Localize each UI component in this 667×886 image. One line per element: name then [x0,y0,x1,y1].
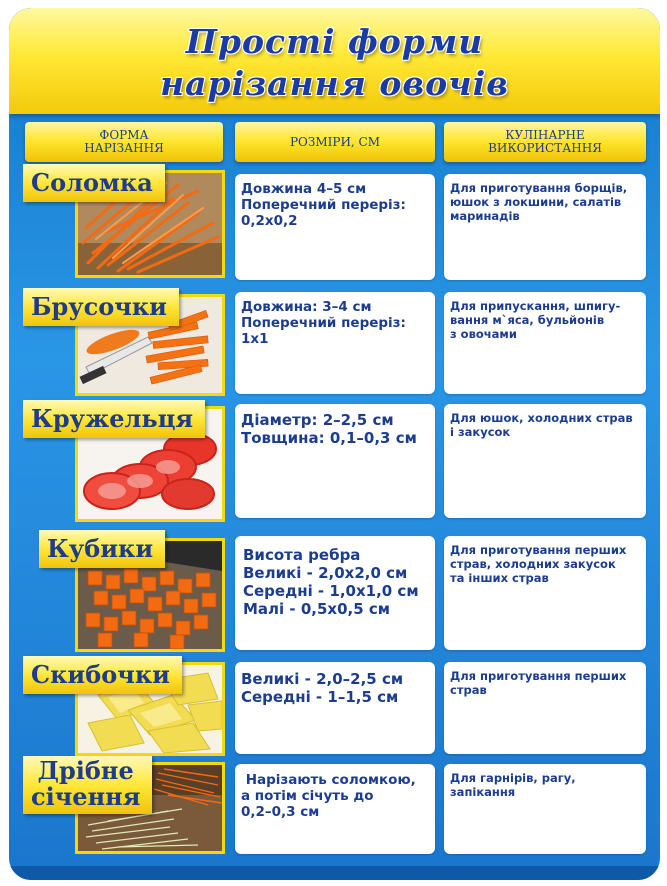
size-line: Висота ребра [243,546,361,564]
sizes-cell-kubyky [235,536,435,650]
size-line: Товщина: 0,1–0,3 см [241,429,417,447]
usage-cell-brusochky [444,292,646,394]
title-banner [9,8,660,114]
usage-line: запікання [450,785,516,799]
size-line: а потім січуть до [241,788,374,804]
usage-line: Для приготування перших [450,543,627,557]
usage-line: та інших страв [450,571,549,585]
column-header-usage-line-1: КУЛІНАРНЕ [505,128,585,142]
cut-name-solomka-text: Соломка [31,168,153,197]
size-line: Довжина: 3–4 см [241,299,372,315]
usage-line: маринадів [450,209,520,223]
size-line: Поперечний переріз: [241,197,406,213]
cut-name-solomka [23,164,165,202]
row-dribne-sichennia [9,756,660,856]
size-line: 0,2х0,2 [241,213,298,229]
column-header-usage [444,122,646,162]
size-line: Малі - 0,5х0,5 см [243,600,391,618]
usage-line: вання м`яса, бульйонів [450,313,605,327]
row-solomka [9,164,660,282]
usage-line: і закусок [450,425,511,439]
cut-name-kubyky [39,530,165,568]
size-line: Довжина 4–5 см [241,181,367,197]
usage-line: Для приготування перших [450,669,627,683]
size-line: Великі - 2,0–2,5 см [241,670,404,688]
usage-cell-kruzhelcia [444,404,646,518]
poster [9,8,660,880]
title-line-1: Прості форми [185,22,484,61]
row-kubyky [9,530,660,656]
cut-name-kubyky-text: Кубики [47,534,154,563]
cut-name-kruzhelcia-text: Кружельця [31,404,194,433]
footer-strip [9,866,660,880]
sizes-cell-solomka [235,174,435,280]
usage-cell-skybochky [444,662,646,754]
size-line: 0,2–0,3 см [241,804,320,820]
sizes-cell-kruzhelcia [235,404,435,518]
size-line: Середні - 1–1,5 см [241,688,399,706]
usage-line: страв [450,683,487,697]
usage-line: Для приготування борщів, [450,181,628,195]
usage-line: Для юшок, холодних страв [450,411,633,425]
usage-line: Для припускання, шпигу- [450,299,621,313]
size-line: Середні - 1,0х1,0 см [243,582,419,600]
size-line: Діаметр: 2–2,5 см [241,411,394,429]
cut-name-dribne-sichennia-line-2: січення [31,782,141,811]
usage-line: юшок з локшини, салатів [450,195,622,209]
cut-name-brusochky-text: Брусочки [31,292,167,321]
column-header-form [25,122,223,162]
size-line: Великі - 2,0х2,0 см [243,564,408,582]
cut-name-brusochky [23,288,179,326]
sizes-cell-skybochky [235,662,435,754]
column-header-usage-line-2: ВИКОРИСТАННЯ [488,141,602,155]
usage-cell-dribne-sichennia [444,764,646,854]
usage-cell-kubyky [444,536,646,650]
sizes-cell-brusochky [235,292,435,394]
cut-name-skybochky-text: Скибочки [31,660,170,689]
cut-name-dribne-sichennia [23,756,152,814]
cut-name-dribne-sichennia-line-1: Дрібне [37,756,134,785]
cut-name-kruzhelcia [23,400,205,438]
column-header-form-line-1: ФОРМА [99,128,149,142]
row-brusochky [9,288,660,398]
row-kruzhelcia [9,400,660,526]
title-line-2: нарізання овочів [160,64,509,103]
usage-line: з овочами [450,327,517,341]
column-header-sizes [235,122,435,162]
column-header-form-line-2: НАРІЗАННЯ [84,141,164,155]
usage-cell-solomka [444,174,646,280]
usage-line: страв, холодних закусок [450,557,616,571]
usage-line: Для гарнірів, рагу, [450,771,576,785]
sizes-cell-dribne-sichennia [235,764,435,854]
size-line: Нарізають соломкою, [241,772,416,788]
row-skybochky [9,656,660,756]
column-header-sizes-label: РОЗМІРИ, СМ [289,134,381,149]
size-line: Поперечний переріз: 1х1 [241,315,406,347]
cut-name-skybochky [23,656,182,694]
